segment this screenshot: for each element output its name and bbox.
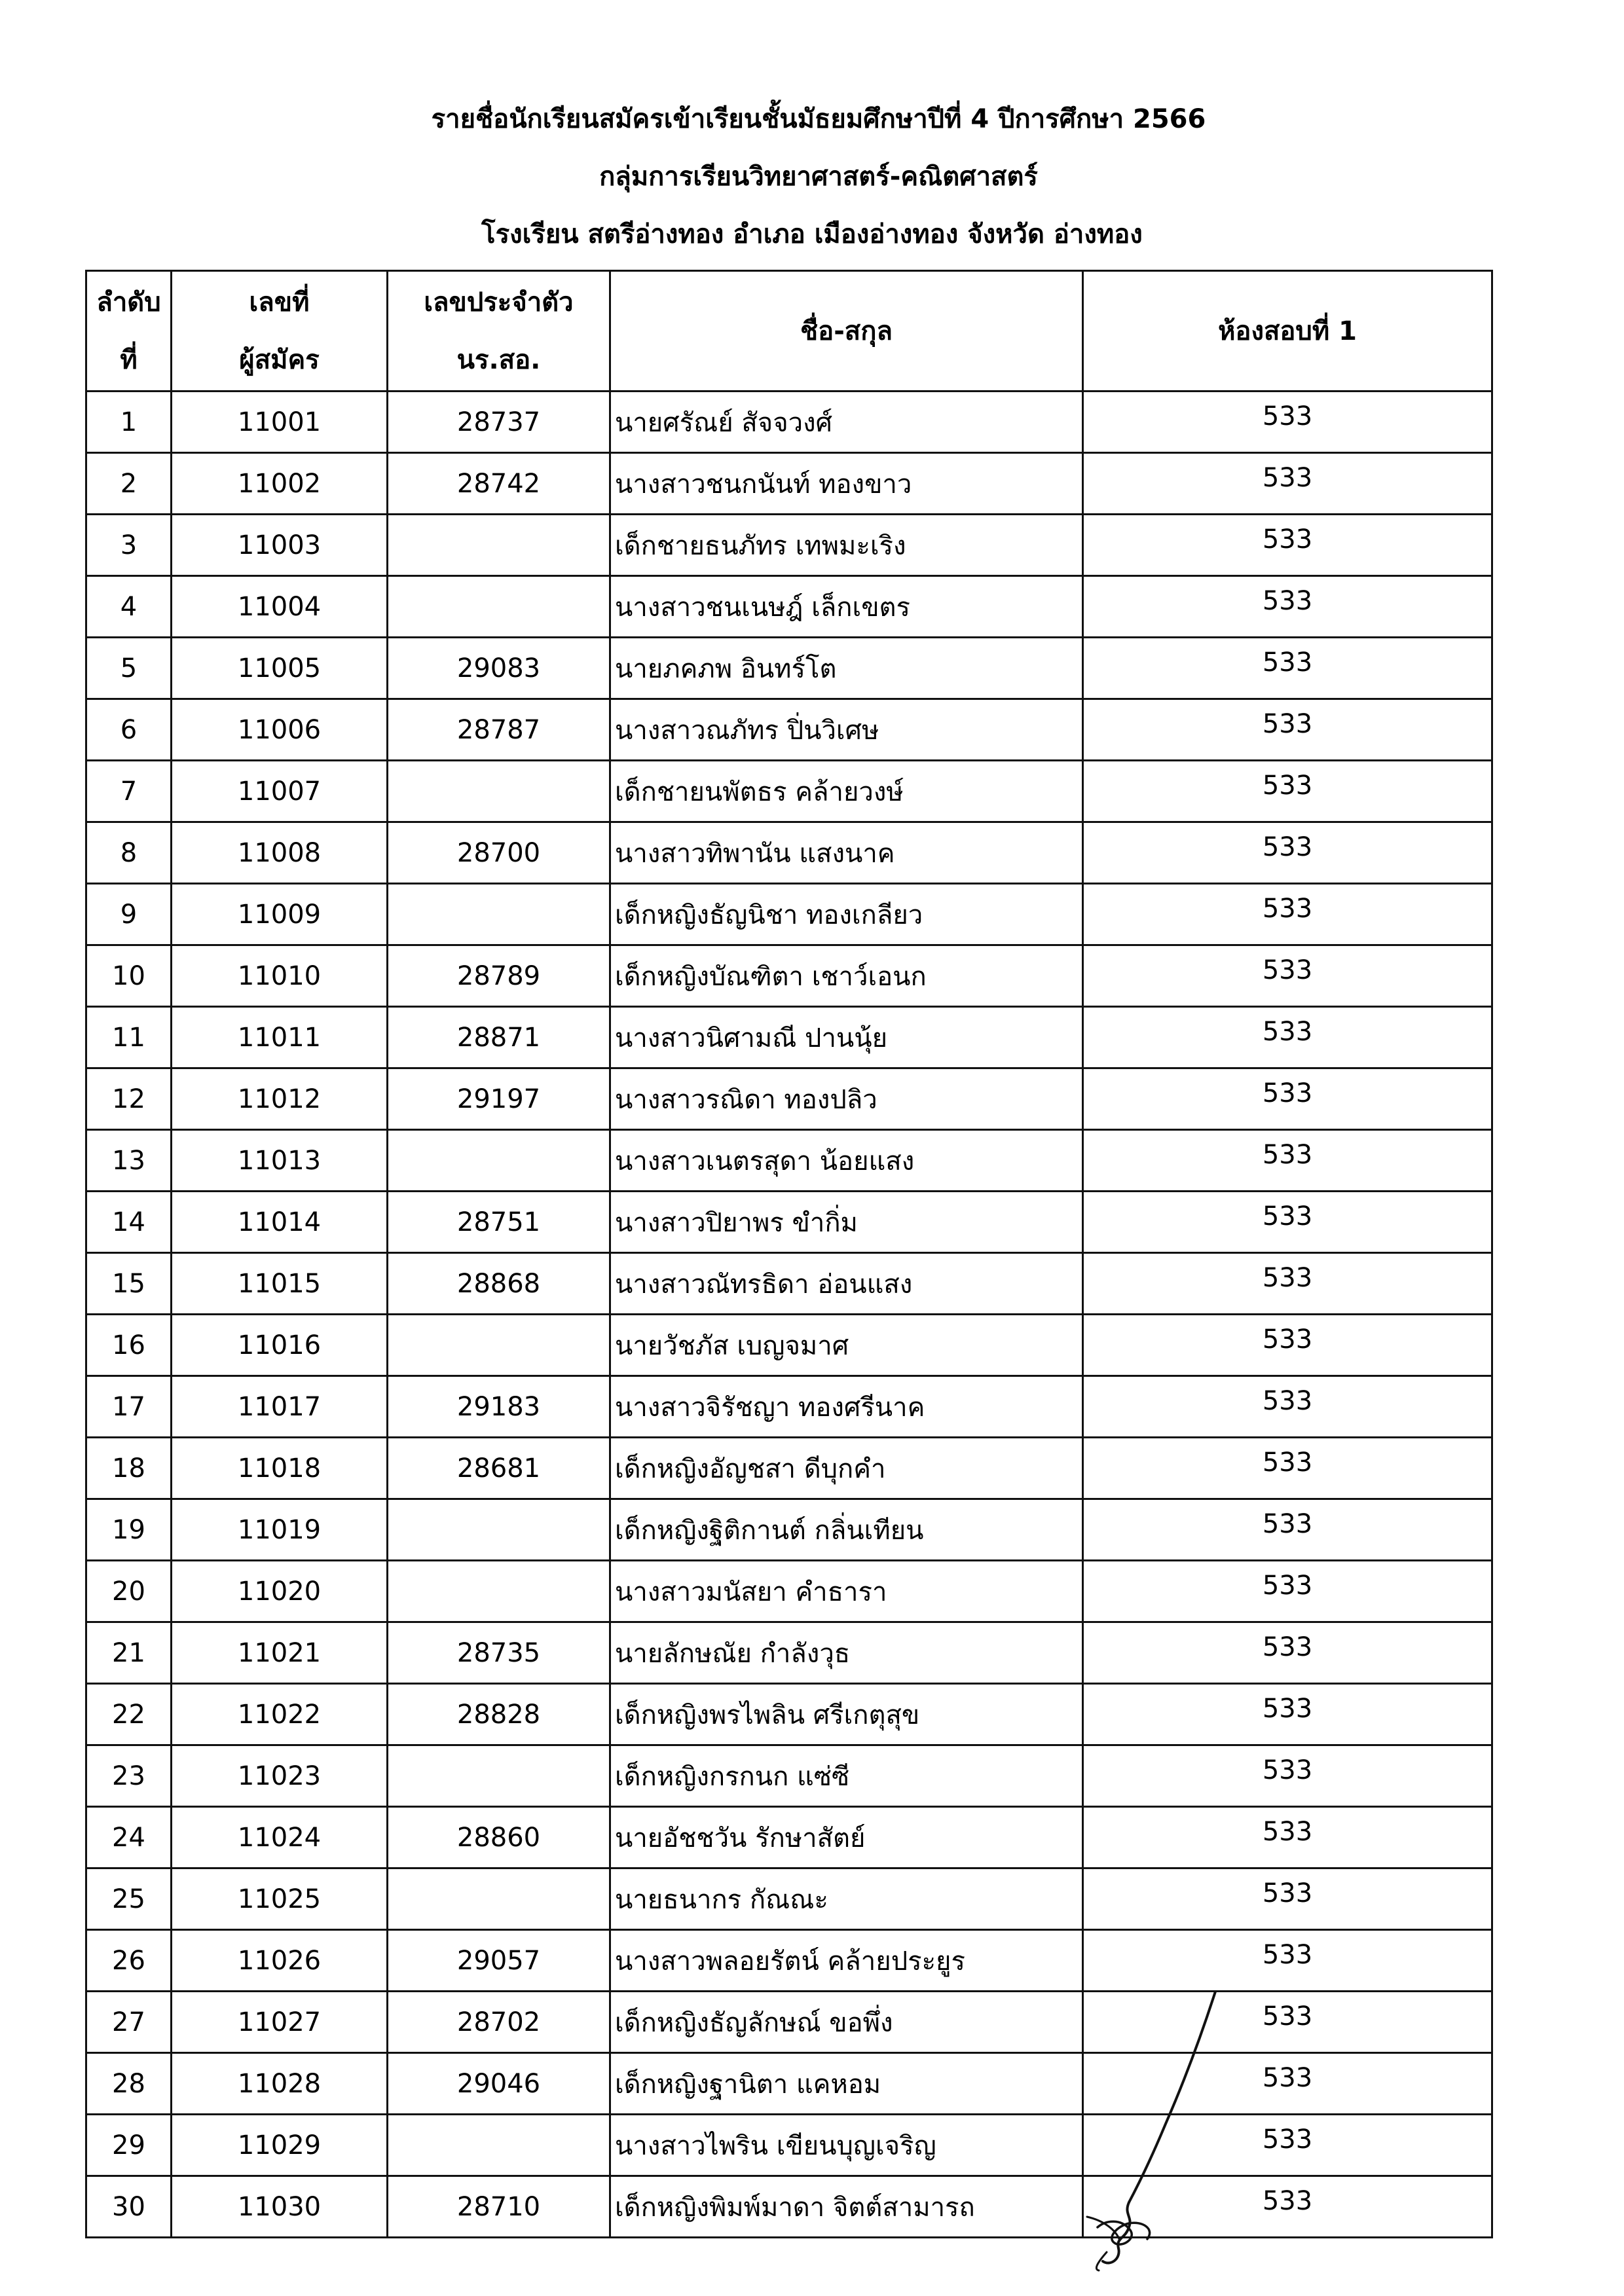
table-row (86, 761, 1492, 822)
cell-name: เด็กหญิงฐานิตา แคหอม (610, 2053, 1083, 2115)
cell-room: 533 (1083, 822, 1492, 884)
table-row (86, 1745, 1492, 1807)
cell-no: 19 (86, 1499, 172, 1561)
column-header-student-id-line1: เลขประจำตัว (424, 287, 574, 318)
cell-name: นายอัชชวัน รักษาสัตย์ (610, 1807, 1083, 1868)
cell-room: 533 (1083, 1561, 1492, 1622)
cell-room: 533 (1083, 1499, 1492, 1561)
table-row (86, 1130, 1492, 1192)
cell-no: 5 (86, 638, 172, 699)
cell-no: 3 (86, 515, 172, 576)
table-row (86, 1807, 1492, 1868)
cell-room: 533 (1083, 576, 1492, 638)
cell-no: 10 (86, 945, 172, 1007)
cell-student-id: 28789 (388, 945, 610, 1007)
cell-room: 533 (1083, 1376, 1492, 1438)
cell-no: 7 (86, 761, 172, 822)
cell-no: 2 (86, 453, 172, 515)
cell-applicant-no: 11022 (172, 1684, 388, 1745)
cell-student-id: 28787 (388, 699, 610, 761)
column-header-student-id (388, 271, 610, 392)
cell-applicant-no: 11007 (172, 761, 388, 822)
cell-name: เด็กหญิงธัญลักษณ์ ขอพึ่ง (610, 1992, 1083, 2053)
cell-name: เด็กชายธนภัทร เทพมะเริง (610, 515, 1083, 576)
cell-student-id (388, 1130, 610, 1192)
cell-name: นางสาวไพริน เขียนบุญเจริญ (610, 2115, 1083, 2176)
cell-name: เด็กหญิงพิมพ์มาดา จิตต์สามารถ (610, 2176, 1083, 2238)
table-row (86, 2115, 1492, 2176)
cell-student-id: 28828 (388, 1684, 610, 1745)
cell-no: 12 (86, 1068, 172, 1130)
cell-student-id (388, 1745, 610, 1807)
cell-student-id: 28871 (388, 1007, 610, 1068)
cell-student-id: 29046 (388, 2053, 610, 2115)
table-row (86, 1315, 1492, 1376)
cell-no: 17 (86, 1376, 172, 1438)
cell-room: 533 (1083, 1622, 1492, 1684)
table-row (86, 1253, 1492, 1315)
table-row (86, 1992, 1492, 2053)
column-header-applicant-no (172, 271, 388, 392)
cell-applicant-no: 11024 (172, 1807, 388, 1868)
cell-applicant-no: 11014 (172, 1192, 388, 1253)
column-header-no-line1: ลำดับ (96, 287, 161, 318)
cell-applicant-no: 11016 (172, 1315, 388, 1376)
cell-applicant-no: 11017 (172, 1376, 388, 1438)
cell-room: 533 (1083, 884, 1492, 945)
cell-no: 4 (86, 576, 172, 638)
cell-name: นางสาวนิศามณี ปานนุ้ย (610, 1007, 1083, 1068)
cell-applicant-no: 11027 (172, 1992, 388, 2053)
table-row (86, 1068, 1492, 1130)
cell-student-id (388, 884, 610, 945)
cell-applicant-no: 11011 (172, 1007, 388, 1068)
cell-no: 28 (86, 2053, 172, 2115)
cell-student-id (388, 761, 610, 822)
cell-no: 14 (86, 1192, 172, 1253)
cell-name: เด็กหญิงธัญนิชา ทองเกลียว (610, 884, 1083, 945)
column-header-student-id-line2: นร.สอ. (456, 344, 541, 375)
cell-no: 21 (86, 1622, 172, 1684)
cell-name: นางสาวเนตรสุดา น้อยแสง (610, 1130, 1083, 1192)
table-row (86, 453, 1492, 515)
table-row (86, 1561, 1492, 1622)
cell-student-id: 28700 (388, 822, 610, 884)
cell-name: นางสาวณภัทร ปิ่นวิเศษ (610, 699, 1083, 761)
cell-no: 23 (86, 1745, 172, 1807)
table-row (86, 515, 1492, 576)
cell-student-id: 29057 (388, 1930, 610, 1992)
cell-no: 13 (86, 1130, 172, 1192)
table-header-row (86, 271, 1492, 392)
cell-name: เด็กหญิงกรกนก แซ่ซี (610, 1745, 1083, 1807)
cell-no: 11 (86, 1007, 172, 1068)
cell-student-id: 28868 (388, 1253, 610, 1315)
cell-no: 8 (86, 822, 172, 884)
cell-room: 533 (1083, 1438, 1492, 1499)
cell-applicant-no: 11001 (172, 392, 388, 453)
cell-applicant-no: 11023 (172, 1745, 388, 1807)
cell-applicant-no: 11020 (172, 1561, 388, 1622)
cell-name: เด็กหญิงบัณฑิตา เชาว์เอนก (610, 945, 1083, 1007)
cell-room: 533 (1083, 1130, 1492, 1192)
cell-name: เด็กหญิงอัญชสา ดีบุกคำ (610, 1438, 1083, 1499)
cell-name: นางสาวจิรัชญา ทองศรีนาค (610, 1376, 1083, 1438)
cell-name: นางสาวมนัสยา คำธารา (610, 1561, 1083, 1622)
cell-student-id (388, 1561, 610, 1622)
cell-student-id: 28702 (388, 1992, 610, 2053)
table-header (86, 271, 1492, 392)
cell-no: 15 (86, 1253, 172, 1315)
cell-applicant-no: 11015 (172, 1253, 388, 1315)
cell-applicant-no: 11008 (172, 822, 388, 884)
cell-applicant-no: 11028 (172, 2053, 388, 2115)
cell-name: นางสาวพลอยรัตน์ คล้ายประยูร (610, 1930, 1083, 1992)
cell-applicant-no: 11003 (172, 515, 388, 576)
table-row (86, 884, 1492, 945)
cell-student-id (388, 2115, 610, 2176)
column-header-applicant-no-line2: ผู้สมัคร (239, 344, 320, 375)
table-row (86, 638, 1492, 699)
cell-name: นางสาวปิยาพร ขำกิ่ม (610, 1192, 1083, 1253)
cell-room: 533 (1083, 2115, 1492, 2176)
cell-student-id: 28735 (388, 1622, 610, 1684)
table-row (86, 1499, 1492, 1561)
cell-name: นางสาวทิพานัน แสงนาค (610, 822, 1083, 884)
cell-student-id (388, 515, 610, 576)
cell-no: 6 (86, 699, 172, 761)
cell-no: 25 (86, 1868, 172, 1930)
table-row (86, 1684, 1492, 1745)
table-row (86, 1007, 1492, 1068)
cell-student-id: 28710 (388, 2176, 610, 2238)
table-row (86, 2176, 1492, 2238)
cell-room: 533 (1083, 392, 1492, 453)
cell-no: 30 (86, 2176, 172, 2238)
cell-no: 9 (86, 884, 172, 945)
cell-room: 533 (1083, 1868, 1492, 1930)
cell-room: 533 (1083, 1745, 1492, 1807)
table-row (86, 945, 1492, 1007)
cell-room: 533 (1083, 1007, 1492, 1068)
cell-student-id (388, 1868, 610, 1930)
column-header-no (86, 271, 172, 392)
cell-name: เด็กหญิงฐิติกานต์ กลิ่นเทียน (610, 1499, 1083, 1561)
table-row (86, 1376, 1492, 1438)
cell-student-id (388, 576, 610, 638)
document-header (0, 90, 1624, 263)
cell-room: 533 (1083, 453, 1492, 515)
cell-applicant-no: 11004 (172, 576, 388, 638)
cell-student-id: 29197 (388, 1068, 610, 1130)
cell-name: นายลักษณัย กำลังวุธ (610, 1622, 1083, 1684)
column-header-room: ห้องสอบที่ 1 (1083, 271, 1492, 392)
table-row (86, 2053, 1492, 2115)
cell-room: 533 (1083, 945, 1492, 1007)
cell-name: นางสาวรณิดา ทองปลิว (610, 1068, 1083, 1130)
column-header-applicant-no-line1: เลขที่ (249, 287, 310, 318)
table-row (86, 822, 1492, 884)
cell-name: นายธนากร กัณณะ (610, 1868, 1083, 1930)
cell-student-id: 28742 (388, 453, 610, 515)
header-title: รายชื่อนักเรียนสมัครเข้าเรียนชั้นมัธยมศึกษาปีที่ 4 ปีการศึกษา 2566 (431, 104, 1206, 134)
cell-room: 533 (1083, 638, 1492, 699)
cell-applicant-no: 11009 (172, 884, 388, 945)
cell-applicant-no: 11010 (172, 945, 388, 1007)
cell-name: เด็กหญิงพรไพลิน ศรีเกตุสุข (610, 1684, 1083, 1745)
cell-room: 533 (1083, 2176, 1492, 2238)
header-program: กลุ่มการเรียนวิทยาศาสตร์-คณิตศาสตร์ (599, 162, 1038, 192)
cell-no: 29 (86, 2115, 172, 2176)
cell-name: นางสาวณัทรธิดา อ่อนแสง (610, 1253, 1083, 1315)
cell-room: 533 (1083, 1068, 1492, 1130)
signature-icon (1061, 1984, 1231, 2272)
column-header-no-line2: ที่ (120, 344, 138, 375)
cell-no: 26 (86, 1930, 172, 1992)
cell-name: เด็กชายนพัตธร คล้ายวงษ์ (610, 761, 1083, 822)
table-row (86, 392, 1492, 453)
cell-room: 533 (1083, 515, 1492, 576)
cell-applicant-no: 11025 (172, 1868, 388, 1930)
cell-student-id: 28681 (388, 1438, 610, 1499)
cell-no: 22 (86, 1684, 172, 1745)
table-row (86, 576, 1492, 638)
cell-applicant-no: 11006 (172, 699, 388, 761)
cell-student-id: 29083 (388, 638, 610, 699)
cell-student-id: 28737 (388, 392, 610, 453)
cell-name: นางสาวชนเนษฎ์ เล็กเขตร (610, 576, 1083, 638)
cell-name: นายภคภพ อินทร์โต (610, 638, 1083, 699)
table-row (86, 1868, 1492, 1930)
cell-room: 533 (1083, 1807, 1492, 1868)
table-row (86, 699, 1492, 761)
cell-applicant-no: 11018 (172, 1438, 388, 1499)
cell-applicant-no: 11019 (172, 1499, 388, 1561)
cell-student-id: 28860 (388, 1807, 610, 1868)
cell-applicant-no: 11012 (172, 1068, 388, 1130)
cell-applicant-no: 11026 (172, 1930, 388, 1992)
header-school: โรงเรียน สตรีอ่างทอง อำเภอ เมืองอ่างทอง จังหวัด อ่างทอง (481, 219, 1143, 249)
cell-applicant-no: 11013 (172, 1130, 388, 1192)
cell-room: 533 (1083, 761, 1492, 822)
cell-room: 533 (1083, 1315, 1492, 1376)
cell-no: 24 (86, 1807, 172, 1868)
cell-name: นายวัชภัส เบญจมาศ (610, 1315, 1083, 1376)
cell-room: 533 (1083, 1930, 1492, 1992)
cell-no: 20 (86, 1561, 172, 1622)
cell-no: 18 (86, 1438, 172, 1499)
cell-no: 1 (86, 392, 172, 453)
cell-room: 533 (1083, 1684, 1492, 1745)
cell-name: นายศรัณย์ สัจจวงศ์ (610, 392, 1083, 453)
cell-applicant-no: 11029 (172, 2115, 388, 2176)
applicant-table (85, 270, 1493, 2238)
cell-student-id: 28751 (388, 1192, 610, 1253)
table-row (86, 1622, 1492, 1684)
cell-applicant-no: 11021 (172, 1622, 388, 1684)
table-row (86, 1438, 1492, 1499)
cell-student-id (388, 1315, 610, 1376)
cell-applicant-no: 11002 (172, 453, 388, 515)
cell-no: 27 (86, 1992, 172, 2053)
cell-room: 533 (1083, 1253, 1492, 1315)
cell-no: 16 (86, 1315, 172, 1376)
cell-student-id: 29183 (388, 1376, 610, 1438)
cell-room: 533 (1083, 1192, 1492, 1253)
cell-applicant-no: 11005 (172, 638, 388, 699)
cell-room: 533 (1083, 2053, 1492, 2115)
cell-room: 533 (1083, 699, 1492, 761)
table-row (86, 1192, 1492, 1253)
table-row (86, 1930, 1492, 1992)
table-body (86, 392, 1492, 2238)
cell-room: 533 (1083, 1992, 1492, 2053)
cell-name: นางสาวชนกนันท์ ทองขาว (610, 453, 1083, 515)
column-header-name: ชื่อ-สกุล (610, 271, 1083, 392)
cell-applicant-no: 11030 (172, 2176, 388, 2238)
cell-student-id (388, 1499, 610, 1561)
